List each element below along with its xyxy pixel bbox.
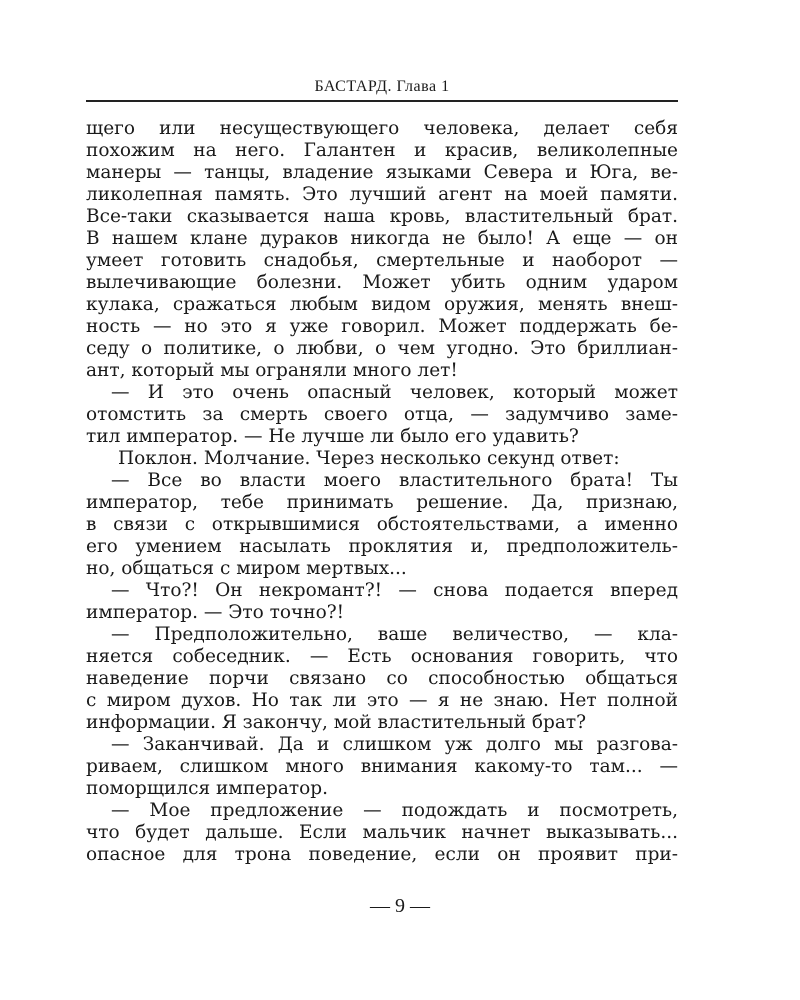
text-line: седу о политике, о любви, о чем угодно. Это бриллиан- (86, 338, 678, 359)
text-line: — Что?! Он некромант?! — снова подается вперед (111, 580, 678, 601)
text-line: — Все во власти моего властительного брата! Ты (111, 470, 678, 491)
page-number: — 9 — (370, 895, 430, 917)
text-line: отомстить за смерть своего отца, — задумчиво заме- (86, 404, 678, 425)
text-line: наведение порчи связано со способностью общаться (86, 668, 678, 689)
text-line: вылечивающие болезни. Может убить одним ударом (86, 272, 678, 293)
text-line: ность — но это я уже говорил. Может поддержать бе- (86, 316, 678, 337)
running-head: БАСТАРД. Глава 1 (314, 78, 450, 95)
text-line: в связи с открывшимися обстоятельствами, а именно (86, 514, 678, 535)
text-line: — И это очень опасный человек, который может (111, 382, 678, 403)
text-line: тил император. — Не лучше ли было его удавить? (86, 426, 579, 447)
text-line: его умением насылать проклятия и, предположитель- (86, 536, 678, 557)
text-line: с миром духов. Но так ли это — я не знаю. Нет полной (86, 690, 678, 711)
text-line: император, тебе принимать решение. Да, признаю, (86, 492, 678, 513)
body-text (86, 118, 678, 866)
text-line: но, общаться с миром мертвых... (86, 558, 407, 579)
text-line: что будет дальше. Если мальчик начнет выказывать... (86, 822, 678, 843)
text-line: ликолепная память. Это лучший агент на моей памяти. (86, 184, 678, 205)
text-line: щего или несуществующего человека, делает себя (86, 118, 678, 139)
text-line: — Мое предложение — подождать и посмотреть, (111, 800, 678, 821)
header-rule (86, 100, 678, 102)
text-line: ант, который мы ограняли много лет! (86, 360, 458, 381)
text-line: — Заканчивай. Да и слишком уж долго мы разгова- (111, 734, 678, 755)
text-line: манеры — танцы, владение языками Севера и Юга, ве- (86, 162, 678, 183)
text-line: поморщился император. (86, 778, 328, 799)
text-line: риваем, слишком много внимания какому-то там... — (86, 756, 678, 777)
text-line: император. — Это точно?! (86, 602, 345, 623)
text-line: Все-таки сказывается наша кровь, властительный брат. (86, 206, 678, 227)
text-line: умеет готовить снадобья, смертельные и наоборот — (86, 250, 678, 271)
text-line: Поклон. Молчание. Через несколько секунд ответ: (118, 448, 620, 469)
text-line: похожим на него. Галантен и красив, великолепные (86, 140, 678, 161)
text-line: — Предположительно, ваше величество, — кла- (111, 624, 678, 645)
text-line: няется собеседник. — Есть основания говорить, что (86, 646, 678, 667)
text-line: опасное для трона поведение, если он проявит при- (86, 844, 678, 865)
text-line: кулака, сражаться любым видом оружия, менять внеш- (86, 294, 678, 315)
text-line: информации. Я закончу, мой властительный брат? (86, 712, 587, 733)
text-line: В нашем клане дураков никогда не было! А еще — он (86, 228, 678, 249)
